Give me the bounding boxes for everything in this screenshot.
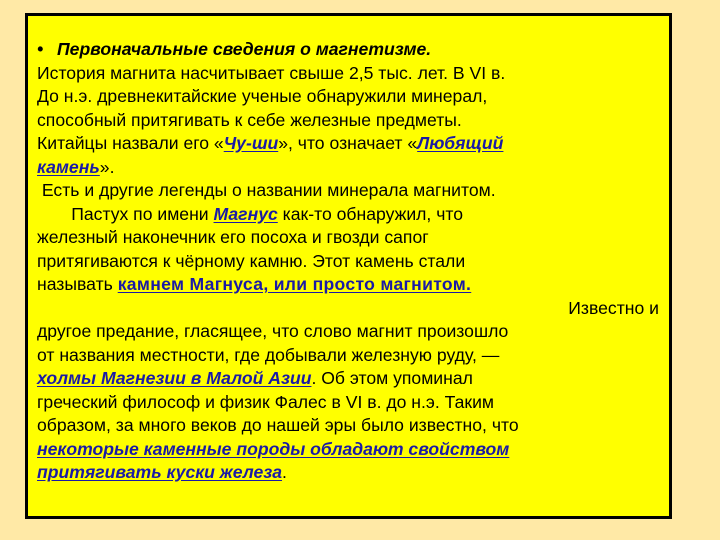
highlight-term-attract-iron: притягивать куски железа: [37, 462, 283, 482]
highlight-term-chu-shi: Чу-ши: [223, 133, 279, 153]
text-line: [37, 344, 663, 368]
text-span: .: [282, 462, 287, 482]
text-line: [37, 179, 663, 203]
text-span: железный наконечник его посоха и гвозди сапог: [37, 227, 429, 247]
text-span: ».: [99, 156, 115, 177]
text-line: [37, 226, 663, 250]
text-span: До н.э. древнекитайские ученые обнаружили минерал,: [37, 86, 488, 106]
highlight-term-stone-property: некоторые каменные породы обладают свойством: [37, 438, 510, 459]
text-line: [37, 320, 663, 344]
text-span: от названия местности, где добывали железную руду, —: [37, 344, 500, 365]
text-line: [37, 156, 663, 180]
text-span: образом, за много веков до нашей эры было известно, что: [37, 415, 519, 435]
highlight-term-loving-stone: Любящий: [417, 133, 504, 153]
text-span: притягиваются к чёрному камню. Этот камень стали: [37, 250, 466, 271]
text-span: греческий философ и физик Фалес в VI в. до н.э. Таким: [37, 391, 495, 412]
text-span: другое предание, гласящее, что слово магнит произошло: [37, 321, 509, 341]
text-line: [37, 461, 663, 485]
text-span: Есть и другие легенды о названии минерала магнитом.: [37, 180, 496, 200]
text-span: », что означает «: [278, 133, 418, 153]
text-span: Пастух по имени: [37, 203, 214, 224]
text-line: [37, 273, 663, 297]
text-span: Китайцы назвали его «: [37, 133, 224, 153]
text-span: называть: [37, 274, 118, 294]
text-line: [37, 414, 663, 438]
heading-text: Первоначальные сведения о магнетизме.: [57, 39, 432, 59]
text-span: способный притягивать к себе железные предметы.: [37, 109, 462, 130]
text-line: [37, 297, 663, 321]
text-line: [37, 203, 663, 227]
slide-heading: [37, 38, 663, 62]
text-span: как-то обнаружил, что: [277, 203, 464, 224]
text-line: [37, 132, 663, 156]
text-line: [37, 85, 663, 109]
text-line: [37, 438, 663, 462]
text-span: История магнита насчитывает свыше 2,5 тыс. лет. В VI в.: [37, 62, 506, 83]
bullet-icon: •: [37, 39, 44, 59]
text-line: [37, 109, 663, 133]
text-line: [37, 367, 663, 391]
slide-text-body: [37, 38, 663, 485]
text-line: [37, 391, 663, 415]
highlight-term-magnus: Магнус: [213, 203, 278, 224]
text-span: Известно и: [568, 297, 659, 318]
slide-frame: [25, 13, 672, 519]
text-line: [37, 62, 663, 86]
highlight-term-magnesia-hills: холмы Магнезии в Малой Азии: [37, 368, 312, 388]
text-span: . Об этом упоминал: [311, 368, 473, 388]
highlight-term-magnus-stone: камнем Магнуса, или просто магнитом.: [117, 274, 472, 294]
text-line: [37, 250, 663, 274]
highlight-term-loving-stone: камень: [37, 156, 100, 177]
